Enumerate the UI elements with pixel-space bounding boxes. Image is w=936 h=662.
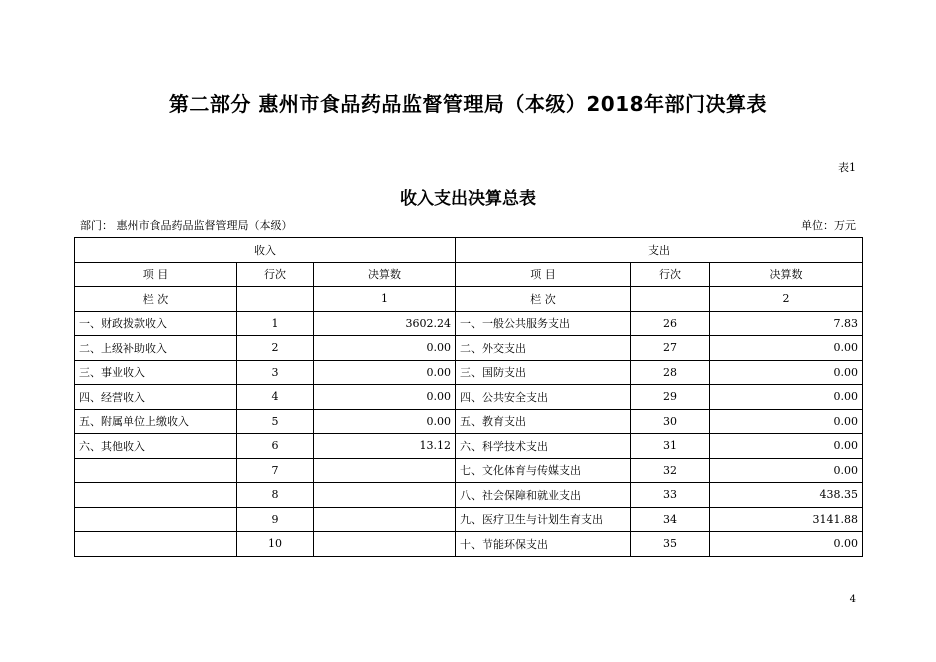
unit-label: 单位：万元: [801, 219, 856, 232]
income-row-no-cell: 6: [237, 434, 314, 459]
income-item-cell: [75, 532, 237, 557]
expense-row-no-cell: 31: [631, 434, 710, 459]
expense-row-no-cell: 35: [631, 532, 710, 557]
expense-amount-cell: 0.00: [710, 409, 863, 434]
expense-row-no-cell: 30: [631, 409, 710, 434]
expense-item-header: 项 目: [456, 262, 631, 287]
expense-row-no-cell: 29: [631, 385, 710, 410]
table-row: [75, 385, 863, 410]
income-item-cell: 六、其他收入: [75, 434, 237, 459]
income-row-no-cell: 8: [237, 483, 314, 508]
income-row-no-cell: 5: [237, 409, 314, 434]
expense-lanci-label: 栏 次: [456, 287, 631, 312]
income-item-cell: 三、事业收入: [75, 360, 237, 385]
expense-item-cell: 六、科学技术支出: [456, 434, 631, 459]
expense-row-no-cell: 32: [631, 458, 710, 483]
expense-row-no-cell: 28: [631, 360, 710, 385]
expense-section-header: 支出: [456, 238, 863, 263]
income-row-no-cell: 4: [237, 385, 314, 410]
income-column-number: 1: [314, 287, 456, 312]
table-body: [75, 238, 863, 557]
income-amount-cell: [314, 458, 456, 483]
expense-amount-header: 决算数: [710, 262, 863, 287]
table-row: [75, 458, 863, 483]
expense-row-no-cell: 26: [631, 311, 710, 336]
expense-item-cell: 四、公共安全支出: [456, 385, 631, 410]
table-row: [75, 311, 863, 336]
department-label: 部门： 惠州市食品药品监督管理局（本级）: [80, 219, 293, 232]
expense-item-cell: 十、节能环保支出: [456, 532, 631, 557]
table-row: [75, 434, 863, 459]
income-amount-cell: 3602.24: [314, 311, 456, 336]
income-item-header: 项 目: [75, 262, 237, 287]
expense-item-cell: 七、文化体育与传媒支出: [456, 458, 631, 483]
table-row: [75, 360, 863, 385]
income-row-no-cell: 2: [237, 336, 314, 361]
income-row-no-cell: 10: [237, 532, 314, 557]
column-number-row: [75, 287, 863, 312]
table-row: [75, 336, 863, 361]
income-item-cell: [75, 507, 237, 532]
income-item-cell: [75, 458, 237, 483]
expense-amount-cell: 0.00: [710, 360, 863, 385]
income-item-cell: [75, 483, 237, 508]
income-item-cell: 一、财政拨款收入: [75, 311, 237, 336]
expense-amount-cell: 0.00: [710, 336, 863, 361]
income-lanci-label: 栏 次: [75, 287, 237, 312]
income-amount-cell: [314, 507, 456, 532]
income-amount-cell: 0.00: [314, 385, 456, 410]
expense-column-number: 2: [710, 287, 863, 312]
table-row: [75, 532, 863, 557]
income-item-cell: 二、上级补助收入: [75, 336, 237, 361]
expense-item-cell: 二、外交支出: [456, 336, 631, 361]
expense-row-no-header: 行次: [631, 262, 710, 287]
income-amount-cell: [314, 532, 456, 557]
income-row-no-cell: 3: [237, 360, 314, 385]
page-title: 第二部分 惠州市食品药品监督管理局（本级）2018年部门决算表: [168, 92, 768, 116]
section-header-row: [75, 238, 863, 263]
income-amount-cell: 0.00: [314, 409, 456, 434]
expense-item-cell: 九、医疗卫生与计划生育支出: [456, 507, 631, 532]
table-row: [75, 483, 863, 508]
table-row: [75, 507, 863, 532]
expense-amount-cell: 0.00: [710, 532, 863, 557]
income-row-no-header: 行次: [237, 262, 314, 287]
income-item-cell: 五、附属单位上缴收入: [75, 409, 237, 434]
income-lanci-empty: [237, 287, 314, 312]
page-number: 4: [849, 594, 856, 605]
expense-item-cell: 三、国防支出: [456, 360, 631, 385]
expense-lanci-empty: [631, 287, 710, 312]
expense-amount-cell: 3141.88: [710, 507, 863, 532]
table-row: [75, 409, 863, 434]
income-amount-header: 决算数: [314, 262, 456, 287]
income-expense-table: [74, 237, 863, 557]
income-item-cell: 四、经营收入: [75, 385, 237, 410]
expense-item-cell: 五、教育支出: [456, 409, 631, 434]
income-row-no-cell: 1: [237, 311, 314, 336]
expense-row-no-cell: 27: [631, 336, 710, 361]
income-row-no-cell: 9: [237, 507, 314, 532]
expense-item-cell: 八、社会保障和就业支出: [456, 483, 631, 508]
expense-row-no-cell: 34: [631, 507, 710, 532]
income-section-header: 收入: [75, 238, 456, 263]
expense-amount-cell: 0.00: [710, 434, 863, 459]
expense-amount-cell: 0.00: [710, 458, 863, 483]
expense-amount-cell: 438.35: [710, 483, 863, 508]
expense-item-cell: 一、一般公共服务支出: [456, 311, 631, 336]
table-title: 收入支出决算总表: [400, 189, 536, 209]
table-number: 表1: [838, 161, 856, 174]
column-header-row: [75, 262, 863, 287]
income-amount-cell: [314, 483, 456, 508]
income-row-no-cell: 7: [237, 458, 314, 483]
expense-amount-cell: 0.00: [710, 385, 863, 410]
expense-amount-cell: 7.83: [710, 311, 863, 336]
income-amount-cell: 13.12: [314, 434, 456, 459]
income-amount-cell: 0.00: [314, 360, 456, 385]
income-amount-cell: 0.00: [314, 336, 456, 361]
expense-row-no-cell: 33: [631, 483, 710, 508]
